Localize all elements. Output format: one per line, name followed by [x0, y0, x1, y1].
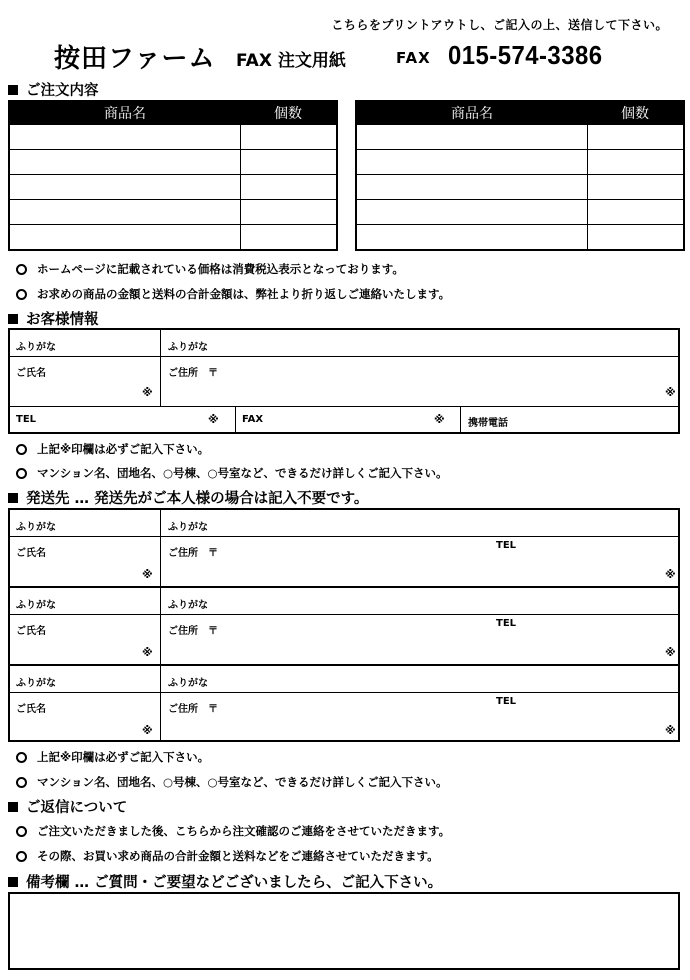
required-mark: ※ — [434, 413, 445, 426]
shipping-section-title: 発送先 … 発送先がご本人様の場合は記入不要です。 — [26, 491, 369, 507]
customer-section-heading — [8, 308, 99, 329]
furigana-label: ふりがな — [16, 522, 56, 533]
name-address-row — [10, 614, 678, 666]
shipping-note-2 — [16, 774, 448, 790]
divider — [160, 510, 161, 740]
form-title: FAX 注文用紙 — [236, 51, 346, 71]
table-row — [9, 175, 337, 200]
shipping-box — [8, 508, 680, 742]
circle-bullet-icon — [16, 777, 27, 788]
table-row — [356, 125, 684, 150]
fax-number: 015-574-3386 — [448, 40, 603, 70]
furigana-row — [10, 666, 678, 693]
product-cell[interactable] — [9, 150, 240, 175]
circle-bullet-icon — [16, 289, 27, 300]
divider — [160, 330, 161, 406]
divider — [460, 406, 461, 432]
customer-note-2 — [16, 465, 448, 481]
address-label: ご住所 〒 — [168, 548, 218, 559]
product-cell[interactable] — [356, 200, 587, 225]
square-bullet-icon — [8, 314, 18, 324]
furigana-label: ふりがな — [16, 678, 56, 689]
note-text: ご注文いただきました後、こちらから注文確認のご連絡をさせていただきます。 — [37, 824, 451, 838]
square-bullet-icon — [8, 493, 18, 503]
reply-note-1 — [16, 823, 450, 839]
product-cell[interactable] — [9, 225, 240, 251]
required-mark: ※ — [665, 386, 676, 399]
qty-cell[interactable] — [240, 225, 337, 251]
qty-cell[interactable] — [587, 200, 684, 225]
order-section-title: ご注文内容 — [26, 83, 99, 99]
furigana-row — [10, 330, 678, 357]
qty-cell[interactable] — [587, 225, 684, 251]
remarks-section-title: 備考欄 … ご質問・ご要望などございましたら、ご記入下さい。 — [26, 875, 443, 891]
table-row — [356, 150, 684, 175]
address-label: ご住所 〒 — [168, 368, 218, 379]
tel-label: TEL — [16, 414, 37, 425]
qty-cell[interactable] — [240, 125, 337, 150]
qty-cell[interactable] — [587, 150, 684, 175]
required-mark: ※ — [142, 386, 153, 399]
tel-label: TEL — [496, 618, 517, 629]
circle-bullet-icon — [16, 752, 27, 763]
fax-field-label: FAX — [242, 414, 264, 425]
note-text: 上記※印欄は必ずご記入下さい。 — [37, 750, 210, 764]
required-mark: ※ — [142, 724, 153, 737]
name-label: ご氏名 — [16, 626, 46, 637]
address-label: ご住所 〒 — [168, 626, 218, 637]
product-cell[interactable] — [356, 225, 587, 251]
table-row — [9, 125, 337, 150]
qty-cell[interactable] — [240, 150, 337, 175]
col-product: 商品名 — [356, 101, 587, 125]
shipping-note-1 — [16, 749, 209, 765]
circle-bullet-icon — [16, 468, 27, 479]
circle-bullet-icon — [16, 826, 27, 837]
square-bullet-icon — [8, 85, 18, 95]
remarks-section-heading — [8, 871, 442, 892]
reply-section-title: ご返信について — [26, 800, 128, 816]
furigana-label: ふりがな — [16, 342, 56, 353]
note-text: マンション名、団地名、○号棟、○号室など、できるだけ詳しくご記入下さい。 — [37, 466, 448, 480]
product-cell[interactable] — [356, 150, 587, 175]
mobile-label: 携帯電話 — [468, 418, 508, 429]
order-table-right — [355, 100, 685, 251]
table-row — [356, 200, 684, 225]
shipping-section-heading — [8, 487, 368, 508]
tel-label: TEL — [496, 540, 517, 551]
table-row — [356, 175, 684, 200]
furigana-label: ふりがな — [168, 342, 208, 353]
customer-note-1 — [16, 441, 209, 457]
required-mark: ※ — [142, 568, 153, 581]
fax-label: FAX — [396, 49, 431, 67]
furigana-label: ふりがな — [168, 600, 208, 611]
furigana-row — [10, 510, 678, 537]
furigana-label: ふりがな — [168, 678, 208, 689]
name-address-row — [10, 356, 678, 407]
note-text: その際、お買い求め商品の合計金額と送料などをご連絡させていただきます。 — [37, 849, 439, 863]
name-label: ご氏名 — [16, 704, 46, 715]
col-qty: 個数 — [587, 101, 684, 125]
product-cell[interactable] — [9, 200, 240, 225]
table-row — [9, 225, 337, 251]
note-text: ホームページに記載されている価格は消費税込表示となっております。 — [37, 262, 404, 276]
note-text: 上記※印欄は必ずご記入下さい。 — [37, 442, 210, 456]
qty-cell[interactable] — [240, 175, 337, 200]
circle-bullet-icon — [16, 851, 27, 862]
name-label: ご氏名 — [16, 368, 46, 379]
order-note-2 — [16, 286, 450, 302]
order-table-left — [8, 100, 338, 251]
furigana-row — [10, 588, 678, 615]
name-address-row — [10, 536, 678, 588]
customer-section-title: お客様情報 — [26, 312, 99, 328]
note-text: お求めの商品の金額と送料の合計金額は、弊社より折り返しご連絡いたします。 — [37, 287, 451, 301]
table-row — [9, 200, 337, 225]
col-product: 商品名 — [9, 101, 240, 125]
product-cell[interactable] — [356, 125, 587, 150]
order-section-heading — [8, 79, 99, 100]
required-mark: ※ — [665, 568, 676, 581]
furigana-label: ふりがな — [168, 522, 208, 533]
circle-bullet-icon — [16, 264, 27, 275]
required-mark: ※ — [665, 646, 676, 659]
reply-note-2 — [16, 848, 439, 864]
qty-cell[interactable] — [587, 125, 684, 150]
print-instruction: こちらをプリントアウトし、ご記入の上、送信して下さい。 — [331, 18, 668, 32]
name-label: ご氏名 — [16, 548, 46, 559]
required-mark: ※ — [142, 646, 153, 659]
qty-cell[interactable] — [587, 175, 684, 200]
tel-label: TEL — [496, 696, 517, 707]
furigana-label: ふりがな — [16, 600, 56, 611]
order-note-1 — [16, 261, 404, 277]
address-label: ご住所 〒 — [168, 704, 218, 715]
square-bullet-icon — [8, 877, 18, 887]
col-qty: 個数 — [240, 101, 337, 125]
brand-name: 按田ファーム — [54, 44, 216, 74]
product-cell[interactable] — [9, 175, 240, 200]
square-bullet-icon — [8, 802, 18, 812]
table-row — [9, 150, 337, 175]
customer-box — [8, 328, 680, 434]
circle-bullet-icon — [16, 444, 27, 455]
remarks-box[interactable] — [8, 892, 680, 970]
product-cell[interactable] — [9, 125, 240, 150]
required-mark: ※ — [208, 413, 219, 426]
qty-cell[interactable] — [240, 200, 337, 225]
divider — [235, 406, 236, 432]
product-cell[interactable] — [356, 175, 587, 200]
note-text: マンション名、団地名、○号棟、○号室など、できるだけ詳しくご記入下さい。 — [37, 775, 448, 789]
table-row — [356, 225, 684, 251]
required-mark: ※ — [665, 724, 676, 737]
reply-section-heading — [8, 796, 127, 817]
